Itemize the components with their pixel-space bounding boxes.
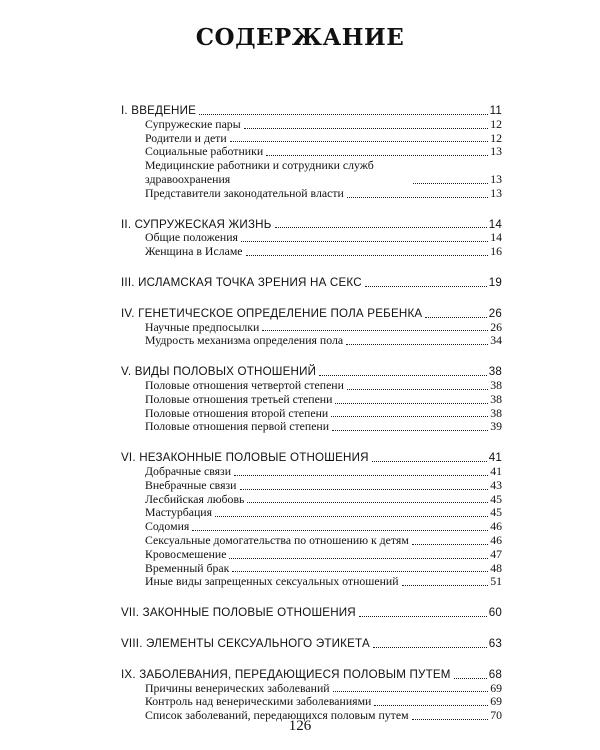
toc-entry-page: 11 xyxy=(489,104,502,117)
toc-entry-page: 45 xyxy=(490,505,502,520)
toc-entry-page: 14 xyxy=(488,217,502,231)
dot-leader xyxy=(412,544,488,545)
dot-leader xyxy=(246,255,489,256)
toc-heading[interactable] xyxy=(121,637,502,651)
toc-entry-page: 43 xyxy=(490,477,502,492)
dot-leader xyxy=(374,705,488,706)
toc-section xyxy=(121,637,502,651)
toc-heading[interactable] xyxy=(121,606,502,620)
toc-entry-page: 16 xyxy=(490,244,502,259)
toc-entry-label: Представители законодательной власти xyxy=(145,185,344,200)
toc-entry-page: 12 xyxy=(490,116,502,131)
dot-leader xyxy=(359,616,487,617)
dot-leader xyxy=(332,430,488,431)
toc-entry-label: Сексуальные домогательства по отношению к детям xyxy=(145,532,409,547)
toc-entry-page: 38 xyxy=(490,391,502,406)
dot-leader xyxy=(333,691,489,692)
toc-entry[interactable] xyxy=(121,506,502,520)
toc-entry-label: Лесбийская любовь xyxy=(145,491,245,506)
toc-entry-page: 70 xyxy=(490,708,502,723)
toc-entry-label: VIII. ЭЛЕМЕНТЫ СЕКСУАЛЬНОГО ЭТИКЕТА xyxy=(121,636,370,650)
toc-entry-label: Добрачные связи xyxy=(145,463,232,478)
toc-entry-label: Кровосмешение xyxy=(145,546,227,561)
toc-section xyxy=(121,307,502,348)
toc-entry[interactable] xyxy=(121,479,502,493)
toc-entry-page: 51 xyxy=(490,574,502,589)
toc-entry-label: Женщина в Исламе xyxy=(145,244,243,259)
toc-entry[interactable] xyxy=(121,534,502,548)
dot-leader xyxy=(275,227,487,228)
dot-leader xyxy=(402,585,489,586)
dot-leader xyxy=(331,416,488,417)
toc-entry-page: 39 xyxy=(490,419,502,434)
toc-entry[interactable] xyxy=(121,132,502,146)
dot-leader xyxy=(230,141,489,142)
toc-heading[interactable] xyxy=(121,668,502,682)
toc-entry-page: 47 xyxy=(490,546,502,561)
toc-section xyxy=(121,668,502,723)
toc-entry-page: 34 xyxy=(490,333,502,348)
toc-entry-page: 14 xyxy=(490,230,502,245)
toc-entry-label: Социальные работники xyxy=(145,144,264,159)
dot-leader xyxy=(454,678,487,679)
toc-heading[interactable] xyxy=(121,365,502,379)
toc-entry[interactable] xyxy=(121,562,502,576)
dot-leader xyxy=(365,286,487,287)
toc-entry[interactable] xyxy=(121,245,502,259)
toc-entry-label: Половые отношения первой степени xyxy=(145,419,330,434)
toc-entry-page: 12 xyxy=(490,130,502,145)
toc-entry-label: Половые отношения четвертой степени xyxy=(145,377,344,392)
toc-entry-page: 69 xyxy=(490,694,502,709)
toc-entry[interactable] xyxy=(121,393,502,407)
toc-section xyxy=(121,276,502,290)
dot-leader xyxy=(262,330,488,331)
toc-entry-page: 48 xyxy=(490,560,502,575)
dot-leader xyxy=(229,558,488,559)
dot-leader xyxy=(347,389,488,390)
toc-entry-label: II. СУПРУЖЕСКАЯ ЖИЗНЬ xyxy=(121,217,272,231)
toc-entry-label: Медицинские работники и сотрудники служб здравоохранения xyxy=(145,158,374,186)
toc-entry-page: 26 xyxy=(490,319,502,334)
table-of-contents xyxy=(121,104,502,740)
toc-section xyxy=(121,218,502,259)
dot-leader xyxy=(247,502,488,503)
toc-entry-label: VI. НЕЗАКОННЫЕ ПОЛОВЫЕ ОТНОШЕНИЯ xyxy=(121,451,369,465)
toc-heading[interactable] xyxy=(121,218,502,232)
page-title: СОДЕРЖАНИЕ xyxy=(195,24,405,51)
dot-leader xyxy=(244,128,489,129)
toc-heading[interactable] xyxy=(121,451,502,465)
toc-entry-label: Супружеские пары xyxy=(145,116,241,131)
toc-entry-page: 63 xyxy=(488,636,502,650)
toc-entry[interactable] xyxy=(121,145,502,159)
toc-entry-label: Мудрость механизма определения пола xyxy=(145,333,344,348)
toc-entry-label: Иные виды запрещенных сексуальных отношений xyxy=(145,574,399,589)
toc-entry-label: VII. ЗАКОННЫЕ ПОЛОВЫЕ ОТНОШЕНИЯ xyxy=(121,606,356,620)
toc-entry[interactable] xyxy=(121,407,502,421)
toc-entry[interactable] xyxy=(121,548,502,562)
toc-heading[interactable] xyxy=(121,104,502,118)
toc-entry-label: Мастурбация xyxy=(145,505,213,520)
toc-entry[interactable] xyxy=(121,575,502,589)
toc-heading[interactable] xyxy=(121,307,502,321)
toc-entry-page: 69 xyxy=(490,680,502,695)
dot-leader xyxy=(266,155,488,156)
dot-leader xyxy=(234,475,488,476)
dot-leader xyxy=(335,403,488,404)
toc-entry-label: Внебрачные связи xyxy=(145,477,237,492)
toc-entry-label: III. ИСЛАМСКАЯ ТОЧКА ЗРЕНИЯ НА СЕКС xyxy=(121,275,362,289)
toc-section xyxy=(121,104,502,201)
toc-entry-label: Половые отношения третьей степени xyxy=(145,391,333,406)
toc-entry-page: 41 xyxy=(488,451,502,465)
toc-entry-page: 41 xyxy=(490,463,502,478)
toc-entry[interactable] xyxy=(121,465,502,479)
dot-leader xyxy=(215,516,488,517)
toc-entry[interactable] xyxy=(121,695,502,709)
toc-entry[interactable] xyxy=(121,493,502,507)
toc-entry[interactable] xyxy=(121,231,502,245)
toc-section xyxy=(121,606,502,620)
dot-leader xyxy=(199,114,487,115)
toc-entry-label: IV. ГЕНЕТИЧЕСКОЕ ОПРЕДЕЛЕНИЕ ПОЛА РЕБЕНКА xyxy=(121,306,423,320)
toc-entry[interactable] xyxy=(121,187,502,201)
toc-entry-page: 13 xyxy=(490,171,502,186)
toc-entry-page: 38 xyxy=(488,365,502,379)
toc-entry[interactable] xyxy=(121,334,502,348)
toc-entry-label: IX. ЗАБОЛЕВАНИЯ, ПЕРЕДАЮЩИЕСЯ ПОЛОВЫМ ПУТЕМ xyxy=(121,667,451,681)
dot-leader xyxy=(347,197,488,198)
toc-heading[interactable] xyxy=(121,276,502,290)
toc-entry-page: 46 xyxy=(490,519,502,534)
toc-entry[interactable] xyxy=(121,420,502,434)
dot-leader xyxy=(346,344,488,345)
toc-entry-label: Половые отношения второй степени xyxy=(145,405,329,420)
dot-leader xyxy=(373,647,487,648)
toc-entry-page: 13 xyxy=(490,185,502,200)
toc-entry-page: 13 xyxy=(490,144,502,159)
toc-entry-label: Научные предпосылки xyxy=(145,319,260,334)
dot-leader xyxy=(425,317,486,318)
dot-leader xyxy=(372,461,487,462)
toc-entry-page: 45 xyxy=(490,491,502,506)
dot-leader xyxy=(413,183,488,184)
toc-entry[interactable] xyxy=(121,379,502,393)
toc-entry[interactable] xyxy=(121,682,502,696)
toc-entry-label: I. ВВЕДЕНИЕ xyxy=(121,104,197,117)
toc-entry[interactable] xyxy=(121,321,502,335)
dot-leader xyxy=(240,489,489,490)
toc-entry-label: Родители и дети xyxy=(145,130,227,145)
toc-entry-page: 38 xyxy=(490,405,502,420)
toc-entry-page: 26 xyxy=(488,306,502,320)
toc-entry[interactable] xyxy=(121,159,502,187)
toc-entry[interactable] xyxy=(121,118,502,132)
toc-section xyxy=(121,451,502,589)
toc-entry[interactable] xyxy=(121,520,502,534)
page-number: 126 xyxy=(288,718,312,734)
toc-entry-page: 46 xyxy=(490,532,502,547)
dot-leader xyxy=(241,241,488,242)
toc-entry-page: 38 xyxy=(490,377,502,392)
toc-entry-page: 60 xyxy=(488,606,502,620)
dot-leader xyxy=(192,530,488,531)
toc-entry-page: 19 xyxy=(488,275,502,289)
toc-entry-label: Список заболеваний, передающихся половым путем xyxy=(145,708,409,723)
dot-leader xyxy=(319,375,487,376)
dot-leader xyxy=(232,571,488,572)
toc-entry-label: Причины венерических заболеваний xyxy=(145,680,330,695)
toc-entry-page: 68 xyxy=(488,667,502,681)
toc-entry-label: Общие положения xyxy=(145,230,238,245)
toc-entry-label: Контроль над венерическими заболеваниями xyxy=(145,694,372,709)
toc-entry-label: Временный брак xyxy=(145,560,230,575)
toc-section xyxy=(121,365,502,434)
toc-entry-label: V. ВИДЫ ПОЛОВЫХ ОТНОШЕНИЙ xyxy=(121,365,317,379)
toc-entry-label: Содомия xyxy=(145,519,190,534)
